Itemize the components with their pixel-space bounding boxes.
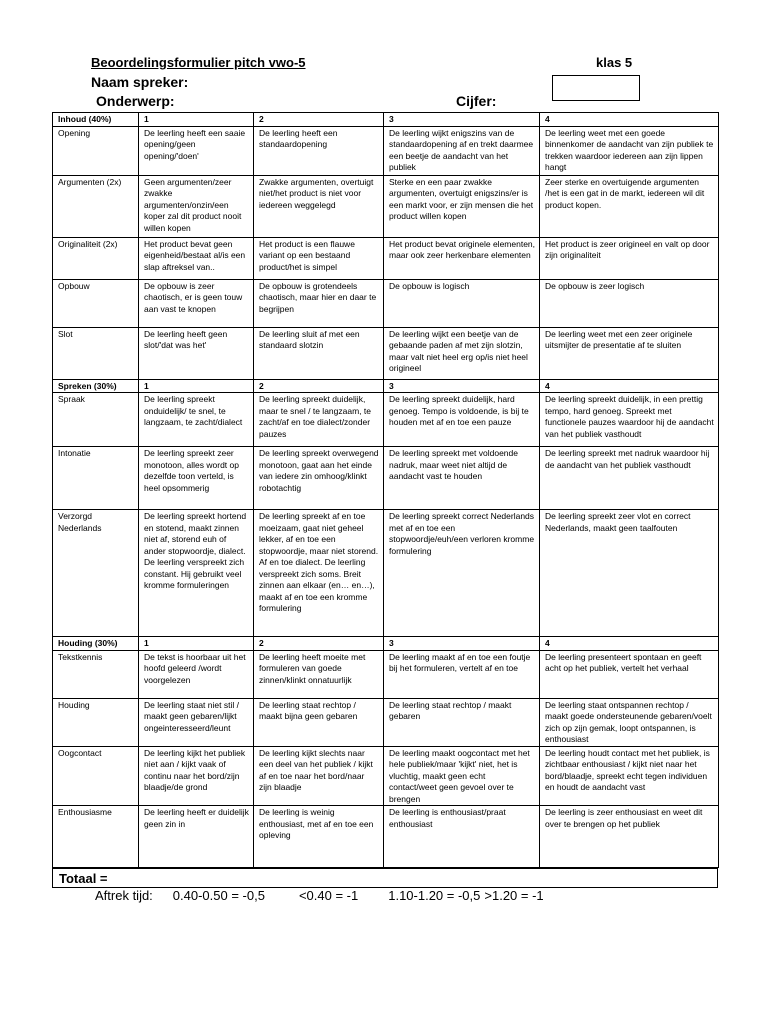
criterion-cell[interactable]: De leerling spreekt correct Nederlands met af en toe een stopwoordje/euh/een verloren kromme formulering (384, 510, 540, 637)
criterion-cell[interactable]: De leerling is zeer enthousiast en weet dit over te brengen op het publiek (540, 806, 719, 868)
criterion-cell[interactable]: Geen argumenten/zeer zwakke argumenten/onzin/een koper zal dit product nooit willen kopen (139, 175, 254, 237)
criterion-cell[interactable]: De leerling heeft een standaardopening (254, 126, 384, 175)
time-deduction-label: Aftrek tijd: (95, 888, 153, 903)
criterion-row (53, 126, 719, 175)
criterion-row (53, 175, 719, 237)
criterion-cell[interactable]: Het product is een flauwe variant op een bestaand product/het is simpel (254, 237, 384, 279)
criterion-row (53, 650, 719, 698)
total-row (52, 868, 718, 888)
subject-label: Onderwerp: (96, 93, 175, 109)
criterion-cell[interactable]: Het product bevat originele elementen, maar ook zeer herkenbare elementen (384, 237, 540, 279)
criterion-row (53, 698, 719, 746)
criterion-label: Opening (53, 126, 139, 175)
level-header: 4 (540, 637, 719, 651)
level-header: 1 (139, 637, 254, 651)
criterion-cell[interactable]: De leerling spreekt af en toe moeizaam, gaat niet geheel lekker, af en toe een stopwoordje, maar niet storend. Af en toe dialect. De leerling verspreekt zich soms. Breit zinnen aan elkaar (en… en…), maakt af en toe een kromme formulering (254, 510, 384, 637)
criterion-cell[interactable]: De leerling heeft er duidelijk geen zin in (139, 806, 254, 868)
criterion-cell[interactable]: De leerling heeft geen slot/'dat was het' (139, 327, 254, 379)
level-header: 4 (540, 379, 719, 393)
criterion-cell[interactable]: De leerling weet met een zeer originele uitsmijter de presentatie af te sluiten (540, 327, 719, 379)
criterion-cell[interactable]: De leerling spreekt onduidelijk/ te snel, te langzaam, te zacht/dialect (139, 393, 254, 447)
level-header: 4 (540, 113, 719, 127)
criterion-row (53, 393, 719, 447)
criterion-cell[interactable]: De leerling staat niet stil / maakt geen gebaren/lijkt ongeinteresseerd/leunt (139, 698, 254, 746)
criterion-label: Oogcontact (53, 746, 139, 806)
criterion-row (53, 237, 719, 279)
criterion-cell[interactable]: De leerling staat rechtop / maakt bijna geen gebaren (254, 698, 384, 746)
level-header: 2 (254, 113, 384, 127)
rubric-table (52, 112, 719, 868)
criterion-label: Argumenten (2x) (53, 175, 139, 237)
deduction-item: >1.20 = -1 (484, 888, 544, 903)
time-deduction-line (95, 888, 544, 903)
criterion-cell[interactable]: De leerling maakt af en toe een foutje bij het formuleren, vertelt af en toe (384, 650, 540, 698)
criterion-label: Enthousiasme (53, 806, 139, 868)
section-header-row (53, 637, 719, 651)
total-label: Totaal = (59, 871, 108, 886)
section-header-row (53, 113, 719, 127)
level-header: 2 (254, 637, 384, 651)
criterion-cell[interactable]: De leerling kijkt het publiek niet aan / kijkt vaak of continu naar het bord/zijn blaadje/de grond (139, 746, 254, 806)
criterion-cell[interactable]: De leerling spreekt zeer monotoon, alles wordt op dezelfde toon verteld, is heel opsommerig (139, 447, 254, 510)
level-header: 1 (139, 379, 254, 393)
deduction-item: 0.40-0.50 = -0,5 (172, 888, 265, 903)
criterion-cell[interactable]: De leerling is weinig enthousiast, met af en toe een opleving (254, 806, 384, 868)
form-title: Beoordelingsformulier pitch vwo-5 (91, 55, 306, 70)
criterion-label: Houding (53, 698, 139, 746)
criterion-label: Intonatie (53, 447, 139, 510)
criterion-row (53, 327, 719, 379)
criterion-label: Spraak (53, 393, 139, 447)
criterion-cell[interactable]: De opbouw is logisch (384, 279, 540, 327)
level-header: 3 (384, 379, 540, 393)
criterion-cell[interactable]: De leerling spreekt duidelijk, in een prettig tempo, hard genoeg. Spreekt met functionele pauzes waardoor hij de aandacht van het publiek vasthoudt (540, 393, 719, 447)
criterion-label: Opbouw (53, 279, 139, 327)
level-header: 2 (254, 379, 384, 393)
criterion-label: Slot (53, 327, 139, 379)
section-title: Spreken (30%) (53, 379, 139, 393)
criterion-cell[interactable]: Het product bevat geen eigenheid/bestaat al/is een slap aftreksel van.. (139, 237, 254, 279)
criterion-cell[interactable]: De leerling wijkt een beetje van de gebaande paden af met zijn slotzin, maar valt niet heel erg op/is niet heel origineel (384, 327, 540, 379)
criterion-cell[interactable]: Zwakke argumenten, overtuigt niet/het product is niet voor iedereen weggelegd (254, 175, 384, 237)
section-title: Inhoud (40%) (53, 113, 139, 127)
criterion-cell[interactable]: De leerling heeft moeite met formuleren van goede zinnen/klinkt onnatuurlijk (254, 650, 384, 698)
criterion-cell[interactable]: De leerling spreekt duidelijk, hard genoeg. Tempo is voldoende, is bij te houden met af en toe een pauze (384, 393, 540, 447)
criterion-cell[interactable]: De opbouw is grotendeels chaotisch, maar hier en daar te begrijpen (254, 279, 384, 327)
criterion-cell[interactable]: De leerling spreekt met nadruk waardoor hij de aandacht van het publiek vasthoudt (540, 447, 719, 510)
criterion-cell[interactable]: De opbouw is zeer logisch (540, 279, 719, 327)
level-header: 3 (384, 113, 540, 127)
criterion-cell[interactable]: De leerling heeft een saaie opening/geen opening/'doen' (139, 126, 254, 175)
criterion-cell[interactable]: Sterke en een paar zwakke argumenten, overtuigt enigszins/er is een markt voor, er zijn mensen die het product willen kopen (384, 175, 540, 237)
criterion-cell[interactable]: De leerling sluit af met een standaard slotzin (254, 327, 384, 379)
criterion-cell[interactable]: De leerling weet met een goede binnenkomer de aandacht van zijn publiek te trekken waardoor iedereen aan zijn lippen hangt (540, 126, 719, 175)
criterion-label: Tekstkennis (53, 650, 139, 698)
level-header: 1 (139, 113, 254, 127)
criterion-label: Verzorgd Nederlands (53, 510, 139, 637)
criterion-cell[interactable]: De leerling spreekt hortend en stotend, maakt zinnen niet af, storend euh of ander stopwoordje, dialect. De leerling verspreekt zich constant. Hij gebruikt veel kromme formuleringen (139, 510, 254, 637)
criterion-label: Originaliteit (2x) (53, 237, 139, 279)
criterion-cell[interactable]: De tekst is hoorbaar uit het hoofd geleerd /wordt voorgelezen (139, 650, 254, 698)
criterion-cell[interactable]: De leerling staat rechtop / maakt gebaren (384, 698, 540, 746)
criterion-cell[interactable]: De leerling staat ontspannen rechtop / maakt goede ondersteunende gebaren/voelt zich op zijn gemak, loopt ontspannen, is enthousiast (540, 698, 719, 746)
level-header: 3 (384, 637, 540, 651)
criterion-cell[interactable]: De leerling spreekt overwegend monotoon, gaat aan het einde van iedere zin omhoog/klinkt robotachtig (254, 447, 384, 510)
deduction-item: <0.40 = -1 (298, 888, 359, 903)
criterion-row (53, 279, 719, 327)
criterion-cell[interactable]: De leerling spreekt duidelijk, maar te snel / te langzaam, te zacht/af en toe dialect/zonder pauzes (254, 393, 384, 447)
criterion-cell[interactable]: De leerling presenteert spontaan en geeft acht op het publiek, vertelt het verhaal (540, 650, 719, 698)
criterion-cell[interactable]: De leerling spreekt met voldoende nadruk, maar weet niet altijd de aandacht vast te houden (384, 447, 540, 510)
speaker-name-label: Naam spreker: (91, 74, 189, 90)
criterion-row (53, 447, 719, 510)
class-label: klas 5 (596, 55, 633, 70)
section-header-row (53, 379, 719, 393)
criterion-row (53, 806, 719, 868)
criterion-cell[interactable]: De leerling kijkt slechts naar een deel van het publiek / kijkt af en toe naar het bord/naar zijn blaadje (254, 746, 384, 806)
criterion-cell[interactable]: De leerling wijkt enigszins van de standaardopening af en trekt daarmee een beetje de aandacht van het publiek (384, 126, 540, 175)
criterion-row (53, 746, 719, 806)
criterion-cell[interactable]: De leerling maakt oogcontact met het hele publiek/maar 'kijkt' niet, het is vluchtig, maakt geen echt contact/weet geen gevoel over te brengen (384, 746, 540, 806)
deduction-item: 1.10-1.20 = -0,5 (388, 888, 481, 903)
section-title: Houding (30%) (53, 637, 139, 651)
grade-label: Cijfer: (456, 93, 497, 109)
criterion-row (53, 510, 719, 637)
criterion-cell[interactable]: De leerling is enthousiast/praat enthousiast (384, 806, 540, 868)
criterion-cell[interactable]: Het product is zeer origineel en valt op door zijn originaliteit (540, 237, 719, 279)
grade-box[interactable] (552, 75, 640, 101)
criterion-cell[interactable]: De opbouw is zeer chaotisch, er is geen touw aan vast te knopen (139, 279, 254, 327)
criterion-cell[interactable]: Zeer sterke en overtuigende argumenten /het is een gat in de markt, iedereen wil dit product kopen. (540, 175, 719, 237)
criterion-cell[interactable]: De leerling houdt contact met het publiek, is zichtbaar enthousiast / kijkt niet naar het bord/blaadje, spreekt echt tegen individuen en houdt de aandacht vast (540, 746, 719, 806)
criterion-cell[interactable]: De leerling spreekt zeer vlot en correct Nederlands, maakt geen taalfouten (540, 510, 719, 637)
